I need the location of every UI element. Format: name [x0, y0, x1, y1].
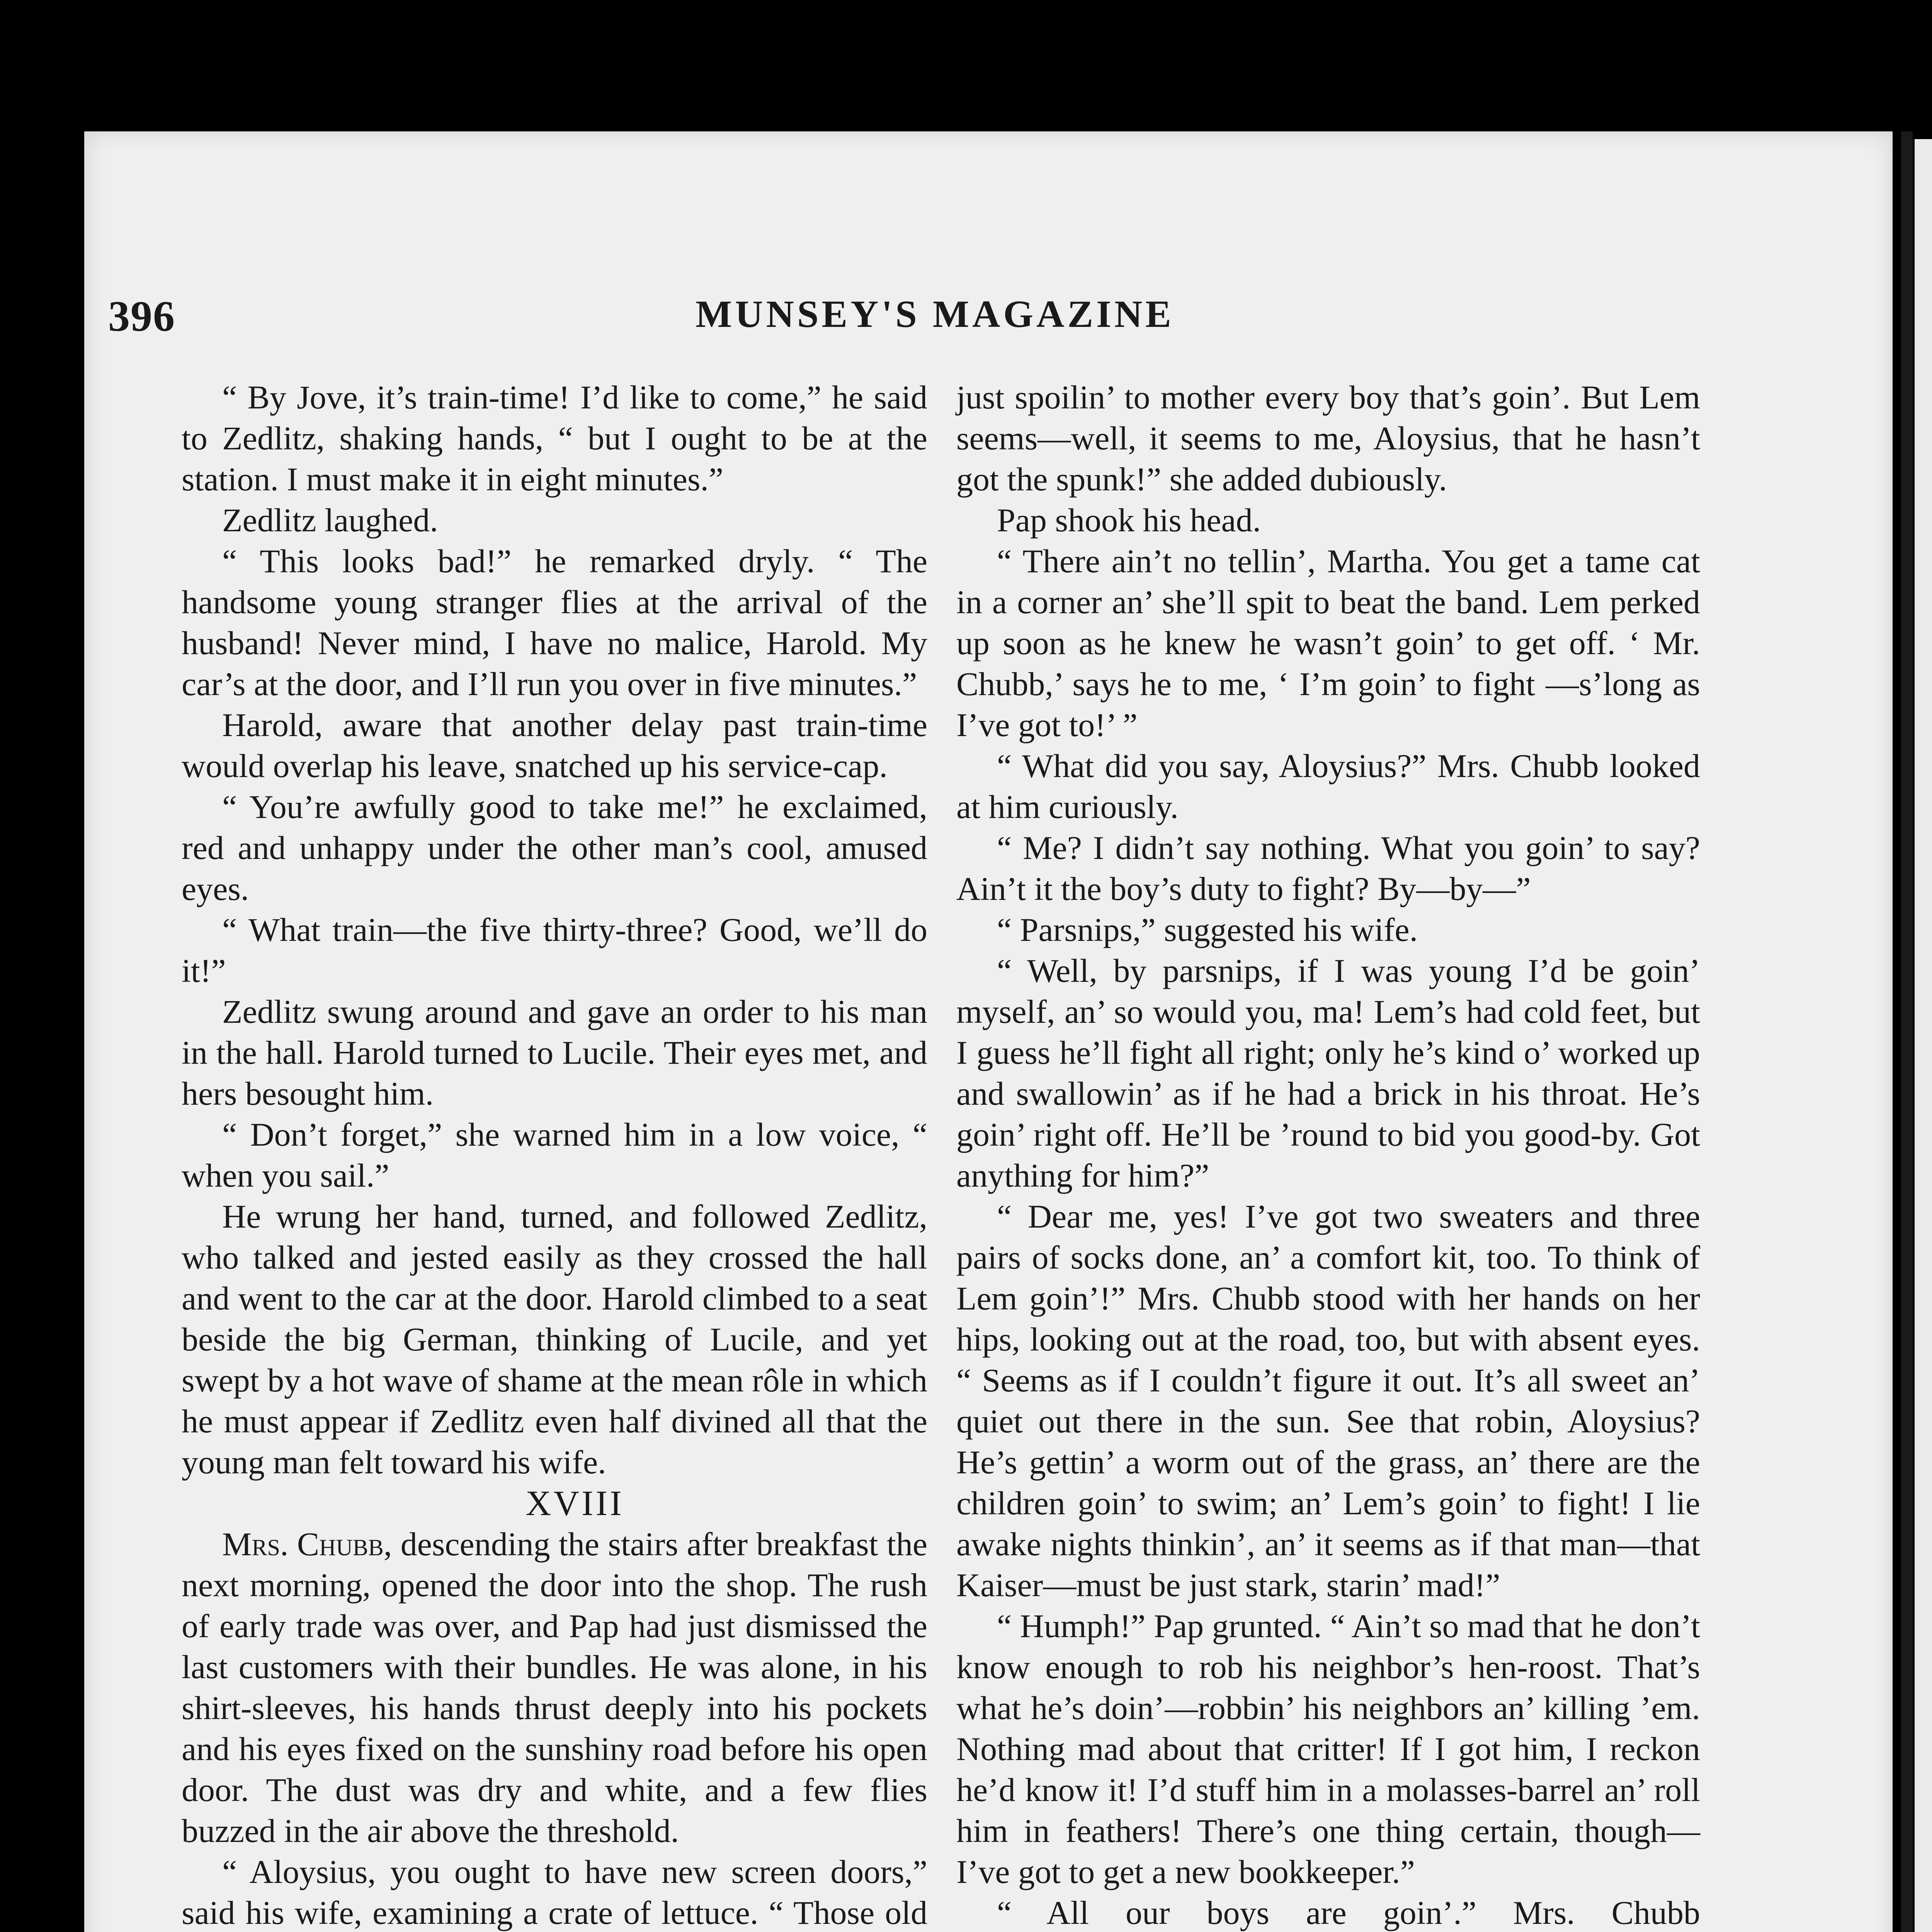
- paragraph-text: descending the stairs after breakfast the next morning, opened the door into the shop. The rush of early trade was over, and Pap had just dismissed the last customers with their bundles. He was alone, in his shirt-sleeves, his hands thrust deeply into his pockets and his eyes fixed on the sunshiny road before his open door. The dust was dry and white, and a few flies buzzed in the air above the threshold.: [182, 1526, 927, 1849]
- paragraph: “ This looks bad!” he remarked dryly. “ The handsome young stranger flies at the arrival of the husband! Never mind, I have no malice, Harold. My car’s at the door, and I’ll run you over in five minutes.”: [182, 543, 927, 702]
- page-gutter: [1901, 131, 1913, 1932]
- paragraph: “ What did you say, Aloysius?” Mrs. Chubb looked at him curiously.: [956, 747, 1700, 825]
- paragraph: “ Dear me, yes! I’ve got two sweaters and three pairs of socks done, an’ a comfort kit, too. To think of Lem goin’!” Mrs. Chubb stood with her hands on her hips, looking out at the road, too, but with absent eyes. “ Seems as if I couldn’t figure it out. It’s all sweet an’ quiet out there in the sun. See that robin, Aloysius? He’s gettin’ a worm out of the grass, an’ there are the children goin’ to swim; an’ Lem’s goin’ to fight! I lie awake nights thinkin’, an’ it seems as if that man—that Kaiser—must be just stark, starin’ mad!”: [956, 1198, 1700, 1604]
- paragraph: “ Humph!” Pap grunted. “ Ain’t so mad that he don’t know enough to rob his neighbor’s hen-roost. That’s what he’s doin’—robbin’ his neighbors an’ killing ’em. Nothing mad about that critter! If I got him, I reckon he’d know it! I’d stuff him in a molasses-barrel an’ roll him in feathers! There’s one thing certain, though—I’ve got to get a new bookkeeper.”: [956, 1607, 1700, 1890]
- paragraph: He wrung her hand, turned, and followed Zedlitz, who talked and jested easily as they crossed the hall and went to the car at the door. Harold climbed to a seat beside the big German, thinking of Lucile, and yet swept by a hot wave of shame at the mean rôle in which he must appear if Zedlitz even half divined all that the young man felt toward his wife.: [182, 1198, 927, 1481]
- paragraph: [182, 1524, 927, 1851]
- paragraph: Pap shook his head.: [997, 502, 1261, 539]
- paragraph: “ Aloysius, you ought to have new screen doors,” said his wife, examining a crate of lettuce. “ Those old: [182, 1853, 927, 1931]
- paragraph: “ Parsnips,” suggested his wife.: [997, 911, 1418, 948]
- left-text-column: [182, 377, 927, 1932]
- paragraph: “ By Jove, it’s train-time! I’d like to come,” he said to Zedlitz, shaking hands, “ but I ought to be at the station. I must make it in eight minutes.”: [182, 379, 927, 498]
- paragraph: Zedlitz swung around and gave an order to his man in the hall. Harold turned to Lucile. Their eyes met, and hers besought him.: [182, 993, 927, 1112]
- page-number: 396: [108, 293, 175, 340]
- paragraph: Harold, aware that another delay past train-time would overlap his leave, snatched up his service-cap.: [182, 706, 927, 784]
- paragraph: “ All our boys are goin’.” Mrs. Chubb: [997, 1894, 1700, 1931]
- facing-page-edge: [1915, 139, 1932, 1932]
- paragraph: just spoilin’ to mother every boy that’s goin’. But Lem seems—well, it seems to me, Aloysius, that he hasn’t got the spunk!” she added dubiously.: [956, 379, 1700, 498]
- running-head: MUNSEY'S MAGAZINE: [696, 293, 1174, 335]
- right-text-column: [956, 377, 1700, 1932]
- chapter-heading: XVIII: [526, 1483, 624, 1523]
- paragraph: “ Me? I didn’t say nothing. What you goin’ to say? Ain’t it the boy’s duty to fight? By—by—”: [956, 829, 1700, 907]
- paragraph: “ Don’t forget,” she warned him in a low voice, “ when you sail.”: [182, 1116, 927, 1194]
- paragraph: “ There ain’t no tellin’, Martha. You get a tame cat in a corner an’ she’ll spit to beat the band. Lem perked up soon as he knew he wasn’t goin’ to get off. ‘ Mr. Chubb,’ says he to me, ‘ I’m goin’ to fight —s’long as I’ve got to!’ ”: [956, 543, 1700, 743]
- paragraph: “ What train—the five thirty-three? Good, we’ll do it!”: [182, 911, 927, 989]
- paragraph: Zedlitz laughed.: [222, 502, 438, 539]
- paragraph: “ You’re awfully good to take me!” he exclaimed, red and unhappy under the other man’s cool, amused eyes.: [182, 788, 927, 907]
- chapter-opening-name: Mrs. Chubb,: [222, 1526, 392, 1563]
- paragraph: “ Well, by parsnips, if I was young I’d be goin’ myself, an’ so would you, ma! Lem’s had cold feet, but I guess he’ll fight all right; only he’s kind o’ worked up and swallowin’ as if he had a brick in his throat. He’s goin’ right off. He’ll be ’round to bid you good-by. Got anything for him?”: [956, 952, 1700, 1194]
